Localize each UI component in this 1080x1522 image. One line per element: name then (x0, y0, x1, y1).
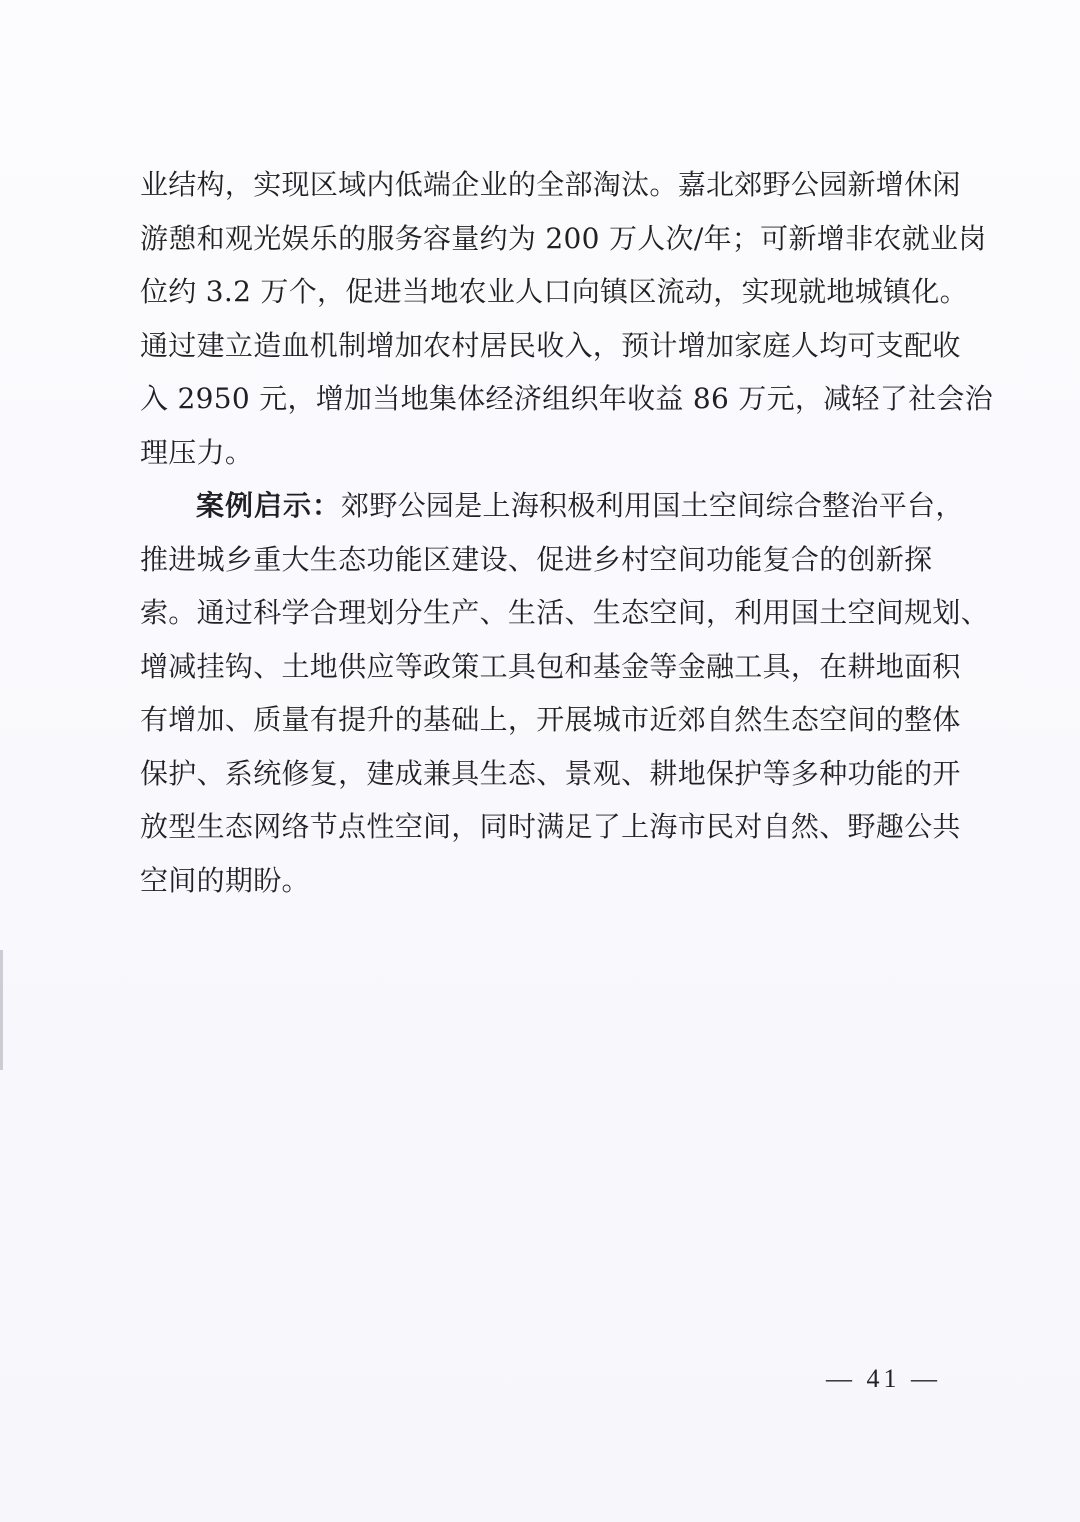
text-line: 有增加、质量有提升的基础上，开展城市近郊自然生态空间的整体 (140, 703, 961, 736)
text-line: 业结构，实现区域内低端企业的全部淘汰。嘉北郊野公园新增休闲 (140, 168, 961, 201)
case-insight-heading: 案例启示： (196, 489, 342, 522)
text-line: 入 2950 元，增加当地集体经济组织年收益 86 万元，减轻了社会治 (140, 382, 993, 415)
text-line: 索。通过科学合理划分生产、生活、生态空间，利用国土空间规划、 (140, 596, 990, 629)
text-line: 理压力。 (140, 435, 254, 469)
text-line: 通过建立造血机制增加农村居民收入，预计增加家庭人均可支配收 (140, 328, 961, 362)
text-line: 推进城乡重大生态功能区建设、促进乡村空间功能复合的创新探 (140, 542, 933, 576)
text-line-first (140, 479, 964, 533)
text-line: 保护、系统修复，建成兼具生态、景观、耕地保护等多种功能的开 (140, 756, 961, 790)
text-line: 放型生态网络节点性空间，同时满足了上海市民对自然、野趣公共 (140, 810, 961, 843)
paragraph-case-insight (140, 479, 990, 907)
paragraph-outcomes (140, 158, 993, 479)
page-number: — 41 — (826, 1364, 941, 1393)
text-line: 位约 3.2 万个，促进当地农业人口向镇区流动，实现就地城镇化。 (140, 275, 968, 308)
text-line: 增减挂钩、土地供应等政策工具包和基金等金融工具，在耕地面积 (140, 649, 961, 683)
document-body (140, 158, 993, 907)
text-line: 空间的期盼。 (140, 863, 310, 897)
text-line: 游憩和观光娱乐的服务容量约为 200 万人次/年；可新增非农就业岗 (140, 221, 987, 255)
text-fragment: 郊野公园是上海积极利用国土空间综合整治平台， (341, 489, 964, 522)
scan-edge-mark (0, 950, 3, 1070)
